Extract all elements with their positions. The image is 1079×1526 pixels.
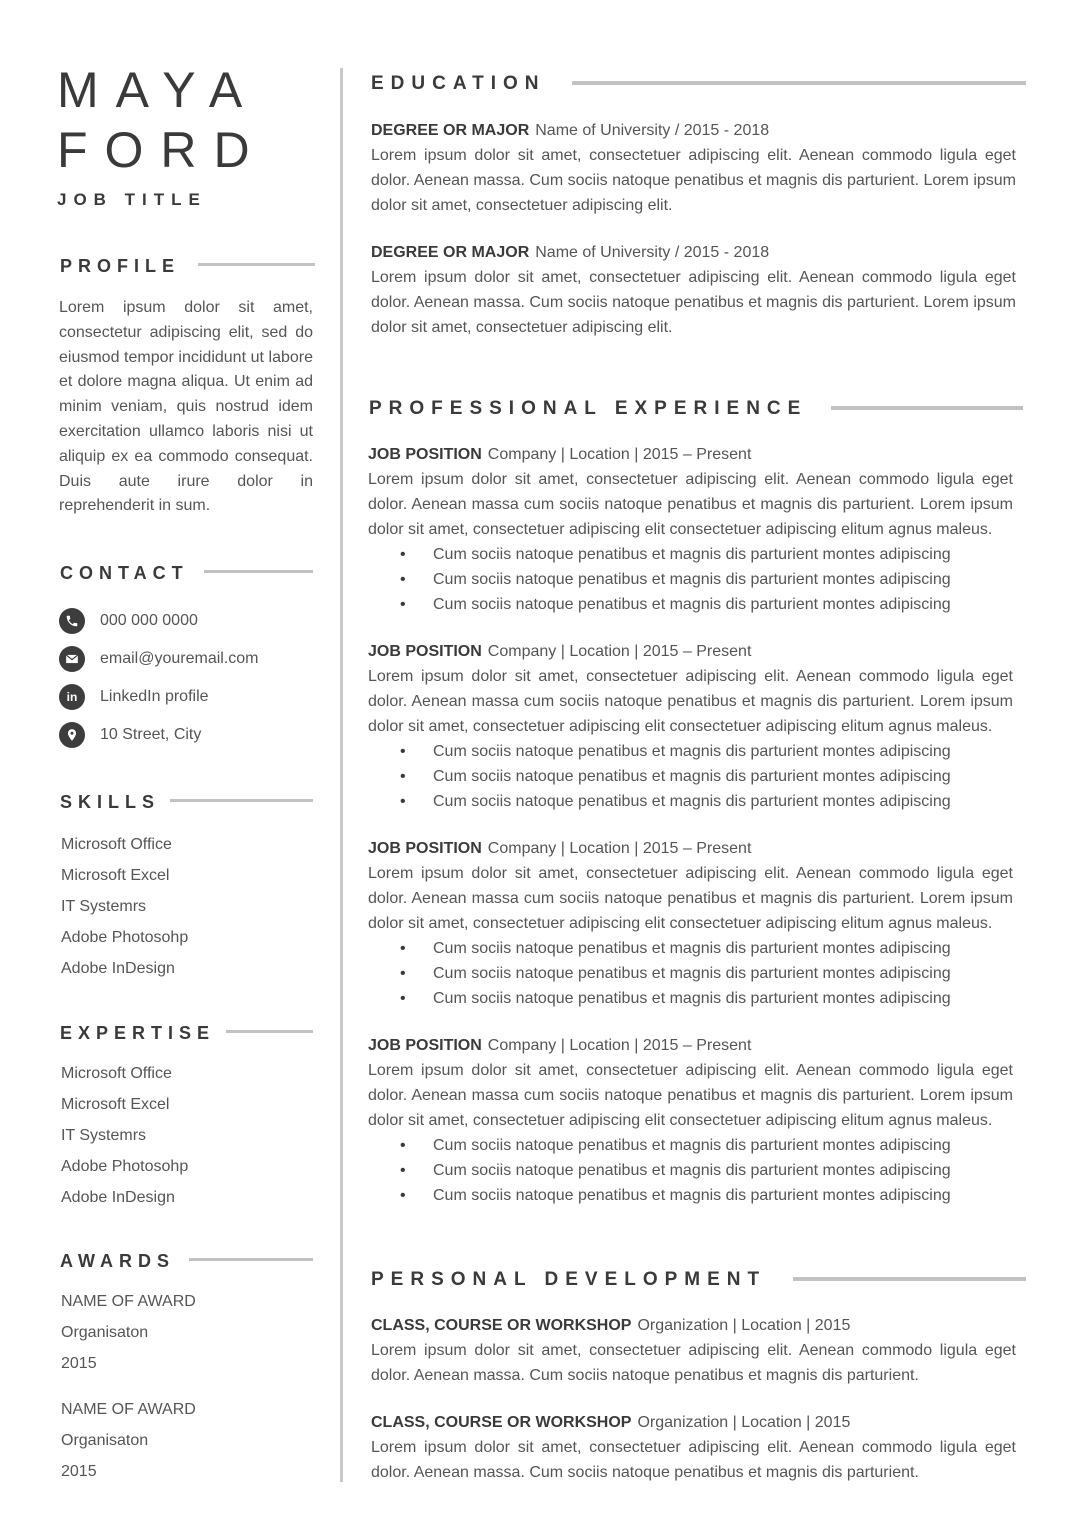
experience-entry bbox=[368, 1033, 1013, 1208]
experience-heading-rule bbox=[831, 406, 1023, 410]
expertise-item: Microsoft Office bbox=[61, 1065, 172, 1082]
envelope-icon bbox=[59, 646, 85, 672]
award-entry bbox=[61, 1286, 301, 1379]
course-description: Lorem ipsum dolor sit amet, consectetuer adipiscing elit. Aenean commodo ligula eget dolor. Aenean massa. Cum sociis natoque penatibus et magnis dis parturient. bbox=[371, 1342, 1016, 1384]
organization-location-year: Organization | Location | 2015 bbox=[637, 1414, 851, 1431]
education-heading-rule bbox=[572, 81, 1026, 85]
expertise-heading-rule bbox=[226, 1030, 313, 1033]
last-name: FORD bbox=[57, 122, 267, 178]
university-dates: Name of University / 2015 - 2018 bbox=[535, 244, 770, 261]
job-bullet: • Cum sociis natoque penatibus et magnis dis parturient montes adipiscing bbox=[368, 789, 1013, 814]
expertise-item: IT Systemrs bbox=[61, 1127, 147, 1144]
skills-list bbox=[61, 829, 301, 984]
job-bullet: • Cum sociis natoque penatibus et magnis dis parturient montes adipiscing bbox=[368, 936, 1013, 961]
skill-item: Microsoft Office bbox=[61, 836, 172, 853]
expertise-list bbox=[61, 1058, 301, 1213]
award-organisation: Organisaton bbox=[61, 1432, 149, 1449]
award-name: NAME OF AWARD bbox=[61, 1401, 196, 1418]
job-bullet: • Cum sociis natoque penatibus et magnis dis parturient montes adipiscing bbox=[368, 739, 1013, 764]
job-description: Lorem ipsum dolor sit amet, consectetuer adipiscing elit. Aenean commodo ligula eget dolor. Aenean massa cum sociis natoque penatibus et magnis dis parturient. Lorem ipsum dolor sit amet, consectetuer adipiscing elit consectetuer adipiscing elitum agnus maleus. bbox=[368, 865, 1013, 932]
award-name: NAME OF AWARD bbox=[61, 1293, 196, 1310]
contact-heading-rule bbox=[204, 570, 313, 573]
job-bullet: • Cum sociis natoque penatibus et magnis dis parturient montes adipiscing bbox=[368, 542, 1013, 567]
job-bullet: • Cum sociis natoque penatibus et magnis dis parturient montes adipiscing bbox=[368, 1133, 1013, 1158]
expertise-item: Adobe Photosohp bbox=[61, 1158, 189, 1175]
skills-heading: SKILLS bbox=[60, 792, 161, 812]
skill-item: Adobe Photosohp bbox=[61, 929, 189, 946]
award-year: 2015 bbox=[61, 1463, 97, 1480]
education-entry bbox=[371, 240, 1016, 340]
job-bullets bbox=[368, 739, 1013, 814]
experience-heading: PROFESSIONAL EXPERIENCE bbox=[369, 398, 808, 419]
company-location-dates: Company | Location | 2015 – Present bbox=[487, 643, 752, 660]
skill-item: Microsoft Excel bbox=[61, 867, 170, 884]
job-position: JOB POSITION bbox=[368, 840, 482, 857]
job-bullets bbox=[368, 1133, 1013, 1208]
expertise-heading: EXPERTISE bbox=[60, 1023, 216, 1043]
development-entry bbox=[371, 1313, 1016, 1388]
job-position: JOB POSITION bbox=[368, 446, 482, 463]
job-bullet: • Cum sociis natoque penatibus et magnis dis parturient montes adipiscing bbox=[368, 1158, 1013, 1183]
job-bullet: • Cum sociis natoque penatibus et magnis dis parturient montes adipiscing bbox=[368, 764, 1013, 789]
contact-phone[interactable] bbox=[59, 607, 198, 635]
development-heading-rule bbox=[793, 1277, 1026, 1281]
awards-heading-rule bbox=[189, 1258, 313, 1261]
company-location-dates: Company | Location | 2015 – Present bbox=[487, 446, 752, 463]
job-title: JOB TITLE bbox=[57, 190, 207, 209]
contact-address bbox=[59, 721, 201, 749]
course-title: CLASS, COURSE OR WORKSHOP bbox=[371, 1317, 632, 1334]
expertise-item: Microsoft Excel bbox=[61, 1096, 170, 1113]
course-description: Lorem ipsum dolor sit amet, consectetuer adipiscing elit. Aenean commodo ligula eget dolor. Aenean massa. Cum sociis natoque penatibus et magnis dis parturient. bbox=[371, 1439, 1016, 1481]
education-heading: EDUCATION bbox=[371, 73, 546, 94]
education-entry bbox=[371, 118, 1016, 218]
contact-email[interactable] bbox=[59, 645, 259, 673]
experience-entry bbox=[368, 836, 1013, 1011]
education-description: Lorem ipsum dolor sit amet, consectetuer adipiscing elit. Aenean commodo ligula eget dolor. Aenean massa. Cum sociis natoque penatibus et magnis dis parturient. Lorem ipsum dolor sit amet, consectetuer adipiscing elit. bbox=[371, 269, 1016, 336]
skills-heading-rule bbox=[170, 799, 313, 802]
experience-entry bbox=[368, 639, 1013, 814]
job-bullet: • Cum sociis natoque penatibus et magnis dis parturient montes adipiscing bbox=[368, 592, 1013, 617]
job-bullet: • Cum sociis natoque penatibus et magnis dis parturient montes adipiscing bbox=[368, 986, 1013, 1011]
university-dates: Name of University / 2015 - 2018 bbox=[535, 122, 770, 139]
contact-heading: CONTACT bbox=[60, 563, 189, 583]
job-bullet: • Cum sociis natoque penatibus et magnis dis parturient montes adipiscing bbox=[368, 961, 1013, 986]
phone-icon bbox=[59, 608, 85, 634]
degree-title: DEGREE OR MAJOR bbox=[371, 244, 530, 261]
column-divider bbox=[340, 68, 343, 1482]
company-location-dates: Company | Location | 2015 – Present bbox=[487, 1037, 752, 1054]
job-description: Lorem ipsum dolor sit amet, consectetuer adipiscing elit. Aenean commodo ligula eget dolor. Aenean massa cum sociis natoque penatibus et magnis dis parturient. Lorem ipsum dolor sit amet, consectetuer adipiscing elit consectetuer adipiscing elitum agnus maleus. bbox=[368, 1062, 1013, 1129]
phone-number: 000 000 0000 bbox=[100, 612, 198, 629]
street-address: 10 Street, City bbox=[100, 726, 202, 743]
job-bullets bbox=[368, 936, 1013, 1011]
education-description: Lorem ipsum dolor sit amet, consectetuer adipiscing elit. Aenean commodo ligula eget dolor. Aenean massa. Cum sociis natoque penatibus et magnis dis parturient. Lorem ipsum dolor sit amet, consectetuer adipiscing elit. bbox=[371, 147, 1016, 214]
experience-entry bbox=[368, 442, 1013, 617]
profile-heading: PROFILE bbox=[60, 256, 181, 276]
linkedin-icon: in bbox=[59, 684, 85, 710]
job-bullet: • Cum sociis natoque penatibus et magnis dis parturient montes adipiscing bbox=[368, 567, 1013, 592]
organization-location-year: Organization | Location | 2015 bbox=[637, 1317, 851, 1334]
contact-linkedin[interactable] bbox=[59, 683, 209, 711]
first-name: MAYA bbox=[57, 62, 260, 118]
award-organisation: Organisaton bbox=[61, 1324, 149, 1341]
award-entry bbox=[61, 1394, 301, 1487]
awards-heading: AWARDS bbox=[60, 1251, 176, 1271]
development-entry bbox=[371, 1410, 1016, 1485]
location-pin-icon bbox=[59, 722, 85, 748]
linkedin-profile: LinkedIn profile bbox=[100, 688, 209, 705]
award-year: 2015 bbox=[61, 1355, 97, 1372]
course-title: CLASS, COURSE OR WORKSHOP bbox=[371, 1414, 632, 1431]
job-description: Lorem ipsum dolor sit amet, consectetuer adipiscing elit. Aenean commodo ligula eget dolor. Aenean massa cum sociis natoque penatibus et magnis dis parturient. Lorem ipsum dolor sit amet, consectetuer adipiscing elit consectetuer adipiscing elitum agnus maleus. bbox=[368, 471, 1013, 538]
job-bullets bbox=[368, 542, 1013, 617]
expertise-item: Adobe InDesign bbox=[61, 1189, 175, 1206]
job-bullet: • Cum sociis natoque penatibus et magnis dis parturient montes adipiscing bbox=[368, 1183, 1013, 1208]
profile-heading-rule bbox=[198, 263, 315, 266]
degree-title: DEGREE OR MAJOR bbox=[371, 122, 530, 139]
job-description: Lorem ipsum dolor sit amet, consectetuer adipiscing elit. Aenean commodo ligula eget dolor. Aenean massa cum sociis natoque penatibus et magnis dis parturient. Lorem ipsum dolor sit amet, consectetuer adipiscing elit consectetuer adipiscing elitum agnus maleus. bbox=[368, 668, 1013, 735]
job-position: JOB POSITION bbox=[368, 1037, 482, 1054]
development-heading: PERSONAL DEVELOPMENT bbox=[371, 1269, 767, 1290]
job-position: JOB POSITION bbox=[368, 643, 482, 660]
skill-item: IT Systemrs bbox=[61, 898, 147, 915]
company-location-dates: Company | Location | 2015 – Present bbox=[487, 840, 752, 857]
skill-item: Adobe InDesign bbox=[61, 960, 175, 977]
email-address: email@youremail.com bbox=[100, 650, 259, 667]
profile-text: Lorem ipsum dolor sit amet, consectetur adipiscing elit, sed do eiusmod tempor incididunt ut labore et dolore magna aliqua. Ut enim ad minim veniam, quis nostrud idem exercitation ullamco laboris nisi ut aliquip ex ea commodo consequat. Duis aute irure dolor in reprehenderit in sum. bbox=[59, 299, 313, 515]
